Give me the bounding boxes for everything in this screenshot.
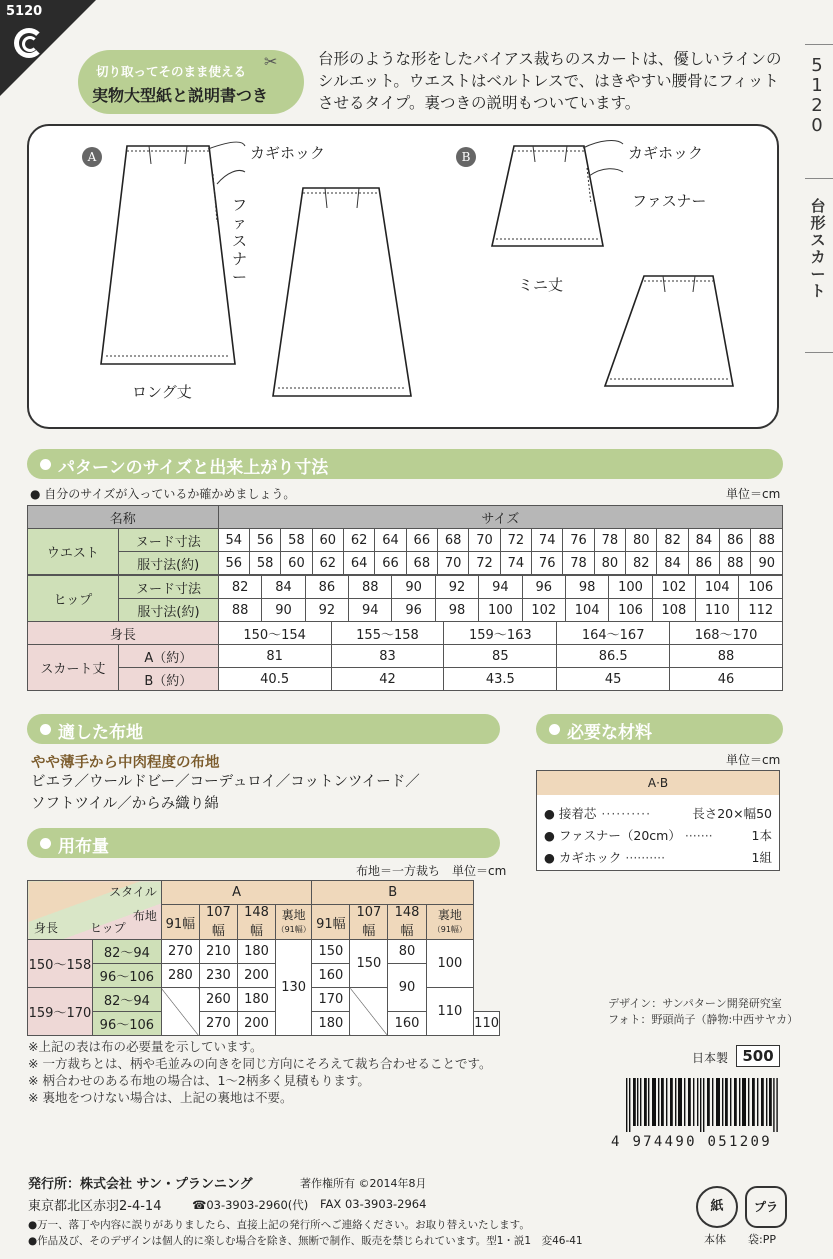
notes [28,1038,491,1106]
cell: 98 [565,576,608,599]
hip-cell: 82〜94 [92,988,161,1012]
yardage-section-title: 用布量 [58,837,109,857]
cell: 110 [426,988,474,1036]
lining-text: 裏地 [437,907,462,922]
cell: 92 [305,599,348,622]
cell: 88 [720,552,751,575]
cell: 168〜170 [670,622,783,645]
cell: 78 [594,529,625,552]
cell: 84 [688,529,719,552]
plastic-recycle-icon [745,1186,787,1228]
nude-label: ヌード寸法 [118,576,218,599]
material-name: ファスナー（20cm） [558,828,681,843]
cell: 62 [312,552,343,575]
cell: 82 [657,529,688,552]
cell: 180 [237,940,275,964]
lining-header [426,905,474,940]
material-val: 1組 [751,850,772,865]
table-row [28,940,500,964]
side-number-text: 5120 [811,55,823,136]
hip-table [27,575,783,622]
cell: 66 [375,552,406,575]
lining-header [276,905,312,940]
skirt-length-label: スカート丈 [28,645,119,691]
hip-cell: 96〜106 [92,964,161,988]
cell: 100 [609,576,652,599]
cell: 200 [237,964,275,988]
col-size: サイズ [218,506,782,529]
pattern-badge-small: 切り取ってそのまま使える [96,64,247,79]
yardage-table [27,880,500,1036]
width-header: 91幅 [312,905,350,940]
note-line: ※上記の表は布の必要量を示しています。 [28,1039,263,1054]
cell: 56 [249,529,280,552]
photo-credit: フォト：野頭尚子（静物:中西サヤカ） [608,1013,799,1026]
zipper-label-a: ファスナー [232,196,248,286]
yardage-note: 布地＝一方裁ち 単位＝cm [356,864,507,878]
a-row-label: A（約） [118,645,218,668]
cell: 210 [199,940,237,964]
cell: 42 [331,668,444,691]
cell: 170 [312,988,350,1012]
cell: 86 [720,529,751,552]
design-credit: デザイン：サンパターン開発研究室 [608,997,782,1010]
cell: 180 [237,988,275,1012]
nude-label: ヌード寸法 [118,529,218,552]
cell: 72 [500,529,531,552]
cell: 45 [557,668,670,691]
hook-label-a: カギホック [250,144,326,162]
paper-mark-text: 紙 [710,1199,724,1214]
skirt-a-front [101,146,235,364]
lining-text: 裏地 [281,907,306,922]
empty-cell [350,988,388,1036]
section-dot-icon [549,724,560,735]
cell: 78 [563,552,594,575]
cell: 68 [406,552,437,575]
cell: 200 [237,1012,275,1036]
cell: 270 [161,940,199,964]
height-header: 身長 [34,921,59,935]
side-name-text: 台形スカート [810,197,826,300]
garment-label: 服寸法(約) [118,552,218,575]
height-cell: 159〜170 [28,988,93,1036]
cell: 84 [262,576,305,599]
materials-section-title: 必要な材料 [567,723,652,743]
cell: 82 [218,576,261,599]
width-header: 107幅 [199,905,237,940]
cell: 80 [626,529,657,552]
table-row [28,576,783,599]
cell: 160 [388,1012,426,1036]
cell: 84 [657,552,688,575]
cell: 88 [349,576,392,599]
cell: 88 [670,645,783,668]
cell: 160 [312,964,350,988]
cell: 270 [199,1012,237,1036]
table-row [28,552,783,575]
section-dot-icon [40,459,51,470]
cell: 260 [199,988,237,1012]
cell: 106 [739,576,783,599]
cell: 86 [305,576,348,599]
cell: 86 [688,552,719,575]
material-row: ● 接着芯 ·········· 長さ20×幅50 [544,806,772,821]
empty-cell [161,988,199,1036]
cell: 150〜154 [218,622,331,645]
hip-label: ヒップ [28,576,119,622]
materials-unit: 単位＝cm [726,753,781,767]
materials-head: A·B [537,771,779,795]
cell: 280 [161,964,199,988]
cell: 81 [218,645,331,668]
publisher-note: ●万一、落丁や内容に誤りがありましたら、直接上記の発行所へご連絡ください。お取り替えいたします。 [28,1219,530,1231]
skirt-a-back [273,188,411,396]
cell: 83 [331,645,444,668]
width-header: 107幅 [350,905,388,940]
cell: 54 [218,529,249,552]
section-dot-icon [40,724,51,735]
style-b-label: B [456,147,476,167]
cell: 94 [479,576,522,599]
cell: 164〜167 [557,622,670,645]
product-description: 台形のような形をしたバイアス裁ちのスカートは、優しいラインのシルエット。ウエストはベルトレスで、はきやすい腰骨にフィットさせるタイプ。裏つきの説明もついています。 [318,50,782,112]
cell: 159〜163 [444,622,557,645]
cell: 108 [652,599,695,622]
hook-label-b: カギホック [628,144,704,162]
cell: 64 [375,529,406,552]
cell: 70 [438,552,469,575]
hip-cell: 96〜106 [92,1012,161,1036]
material-name: 接着芯 [558,806,597,821]
table-row [28,622,783,645]
side-name [808,198,828,300]
cell: 110 [474,1012,500,1036]
material-row: ● ファスナー（20cm） ······· 1本 [544,828,772,843]
cell: 90 [751,552,783,575]
cell: 62 [343,529,374,552]
style-a-label: A [82,147,102,167]
publisher-address: 東京都北区赤羽2-4-14 [28,1199,162,1214]
fabric-section-title: 適した布地 [58,723,143,743]
length-table [27,621,783,691]
cell: 70 [469,529,500,552]
cell: 56 [218,552,249,575]
width-header: 91幅 [161,905,199,940]
brand-logo-inner-icon [22,36,38,52]
cell: 64 [343,552,374,575]
corner-header [28,881,162,940]
width-header: 148幅 [237,905,275,940]
cell: 72 [469,552,500,575]
cell: 96 [392,599,435,622]
cell: 88 [218,599,261,622]
cell: 66 [406,529,437,552]
cell: 104 [565,599,608,622]
table-row [28,988,500,1012]
cell: 180 [312,1012,350,1036]
scissors-icon: ✂ [264,52,278,71]
cell: 104 [696,576,739,599]
mini-label: ミニ丈 [518,276,564,294]
cell: 82 [626,552,657,575]
copyright: 著作権所有 ©2014年8月 [300,1177,427,1190]
table-row [28,668,783,691]
cell: 96 [522,576,565,599]
cell: 155〜158 [331,622,444,645]
fabric-head: やや薄手から中肉程度の布地 [31,755,220,771]
size-section-title: パターンのサイズと出来上がり寸法 [58,458,329,478]
fabric-line: ソフトツイル／からみ織り綿 [31,796,219,812]
publisher-note: ●作品及び、そのデザインは個人的に楽しむ場合を除き、無断で制作、販売を禁じられています。型1・説1 変46-41 [28,1235,583,1247]
cell: 60 [281,552,312,575]
cell: 85 [444,645,557,668]
size-note: ● 自分のサイズが入っているか確かめましょう。 [30,487,296,501]
col-name: 名称 [28,506,219,529]
table-row [28,529,783,552]
height-cell: 150〜158 [28,940,93,988]
cell: 80 [388,940,426,964]
price: 500 [736,1045,780,1067]
cell: 58 [281,529,312,552]
pattern-code: 5120 [6,4,43,19]
publisher-fax: FAX 03-3903-2964 [320,1197,427,1211]
lining-sub: （91幅） [432,924,467,934]
style-header: スタイル [109,885,157,899]
cell: 76 [532,552,563,575]
size-unit: 単位＝cm [726,487,781,501]
table-row [28,645,783,668]
cell: 100 [426,940,474,988]
a-header: A [161,881,312,905]
note-line: ※ 柄合わせのある布地の場合は、1〜2柄多く見積もります。 [28,1073,370,1088]
bag-label: 袋:PP [748,1233,776,1246]
cell: 102 [522,599,565,622]
cell: 88 [751,529,783,552]
pattern-badge-title: 実物大型紙と説明書つき [92,86,269,105]
size-table [27,505,783,575]
cell: 92 [435,576,478,599]
cell: 76 [563,529,594,552]
fabric-line: ビエラ／ウールドビー／コーデュロイ／コットンツイード／ [31,774,420,790]
cell: 74 [500,552,531,575]
cell: 86.5 [557,645,670,668]
cell: 102 [652,576,695,599]
cell: 90 [392,576,435,599]
side-number [805,56,829,136]
cell: 150 [312,940,350,964]
side-divider [805,352,833,353]
cell: 150 [350,940,388,988]
cell: 46 [670,668,783,691]
size-note-text: 自分のサイズが入っているか確かめましょう。 [44,487,296,501]
cell: 112 [739,599,783,622]
cell: 74 [532,529,563,552]
b-row-label: B（約） [118,668,218,691]
cell: 60 [312,529,343,552]
material-row: ● カギホック ·········· 1組 [544,850,772,865]
cell: 110 [696,599,739,622]
cell: 40.5 [218,668,331,691]
publisher-tel: ☎03-3903-2960(代) [192,1198,309,1212]
cell: 90 [262,599,305,622]
garment-label: 服寸法(約) [118,599,218,622]
zipper-label-b: ファスナー [632,192,707,210]
lining-sub: （91幅） [276,924,311,934]
cell: 230 [199,964,237,988]
skirt-b-back [605,276,733,386]
cell: 100 [479,599,522,622]
skirt-b-front [492,146,603,246]
section-dot-icon [40,838,51,849]
table-row [28,599,783,622]
cell: 68 [438,529,469,552]
cell: 130 [276,940,312,1036]
hip-cell: 82〜94 [92,940,161,964]
barcode-icon [626,1078,778,1132]
height-label: 身長 [28,622,219,645]
paper-recycle-icon [696,1186,738,1228]
made-in: 日本製 [692,1051,729,1065]
note-line: ※ 一方裁ちとは、柄や毛並みの向きを同じ方向にそろえて裁ち合わせることです。 [28,1056,492,1071]
cell: 98 [435,599,478,622]
width-header: 148幅 [388,905,426,940]
material-val: 1本 [751,828,772,843]
fabric-list [31,771,420,815]
side-divider [805,178,833,179]
material-name: カギホック [558,850,622,865]
cell: 106 [609,599,652,622]
b-header: B [312,881,474,905]
note-line: ※ 裏地をつけない場合は、上記の裏地は不要。 [28,1090,293,1105]
cell: 94 [349,599,392,622]
body-label: 本体 [704,1233,726,1246]
publisher-name: 発行所：株式会社 サン・プランニング [28,1177,253,1192]
cell: 43.5 [444,668,557,691]
barcode-digits: 4 974490 051209 [611,1134,772,1150]
material-val: 長さ20×幅50 [692,806,772,821]
cell: 80 [594,552,625,575]
cell: 58 [249,552,280,575]
waist-label: ウエスト [28,529,119,575]
long-label: ロング丈 [132,383,192,401]
cell: 90 [388,964,426,1012]
side-divider [805,44,833,45]
plastic-mark-text: プラ [753,1200,778,1214]
fabric-header: 布地 [132,909,157,923]
hip-header: ヒップ [90,921,126,935]
